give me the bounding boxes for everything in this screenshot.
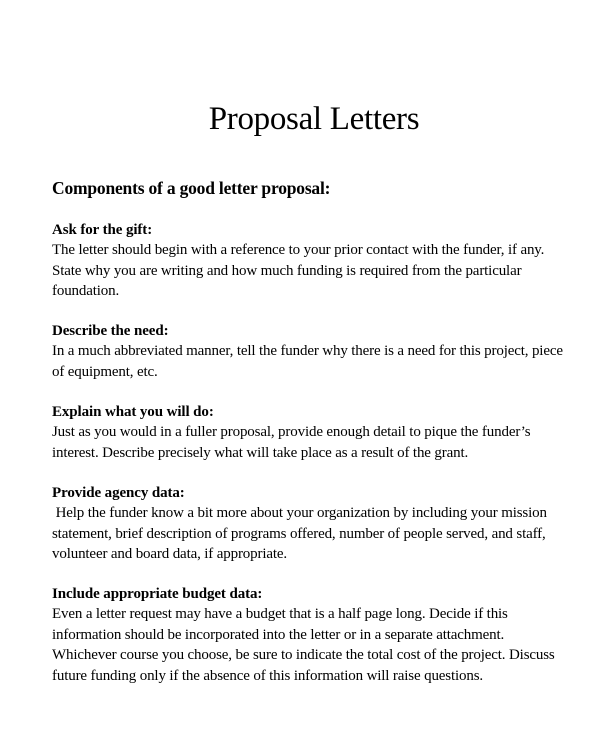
section-heading: Describe the need:: [52, 323, 169, 339]
body-line: The letter should begin with a reference to your prior contact with the funder, if any.: [52, 242, 545, 259]
section-ask-for-gift: [52, 220, 592, 302]
section-heading: Ask for the gift:: [52, 222, 153, 238]
body-line: State why you are writing and how much funding is required from the particular: [52, 262, 522, 279]
body-line: statement, brief description of programs offered, number of people served, and staff,: [52, 525, 546, 542]
section-include-budget-data: [52, 584, 592, 686]
body-line: foundation.: [52, 283, 120, 300]
section-describe-need: [52, 321, 592, 382]
body-line: Help the funder know a bit more about your organization by including your mission: [52, 505, 547, 522]
subtitle: Components of a good letter proposal:: [52, 178, 331, 198]
page-title: Proposal Letters: [208, 101, 420, 137]
section-heading: Include appropriate budget data:: [52, 586, 263, 602]
body-line: interest. Describe precisely what will take place as a result of the grant.: [52, 444, 469, 461]
section-heading: Explain what you will do:: [52, 404, 214, 420]
body-line: volunteer and board data, if appropriate.: [52, 546, 288, 563]
body-line: of equipment, etc.: [52, 363, 158, 380]
body-line: In a much abbreviated manner, tell the funder why there is a need for this project, piece: [52, 343, 563, 360]
body-line: information should be incorporated into the letter or in a separate attachment.: [52, 626, 505, 643]
section-explain-what-you-will-do: [52, 402, 592, 463]
body-line: Just as you would in a fuller proposal, provide enough detail to pique the funder’s: [52, 424, 531, 441]
section-heading: Provide agency data:: [52, 485, 185, 501]
body-line: Whichever course you choose, be sure to indicate the total cost of the project. Discuss: [52, 647, 555, 664]
body-line: Even a letter request may have a budget that is a half page long. Decide if this: [52, 606, 508, 623]
body-line: future funding only if the absence of this information will raise questions.: [52, 667, 484, 684]
section-provide-agency-data: [52, 483, 592, 565]
